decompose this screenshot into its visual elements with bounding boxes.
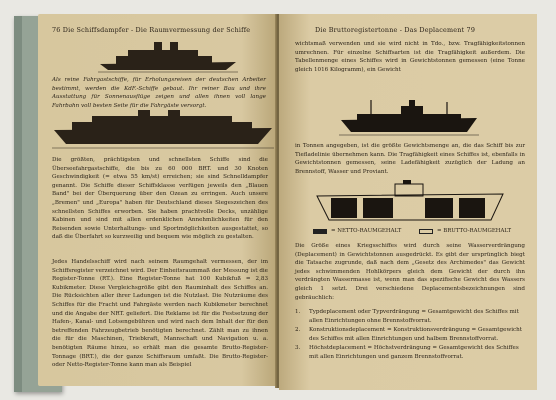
- net-volume-swatch: [313, 229, 327, 234]
- legend-gross: [419, 228, 511, 234]
- legend-gross-label: = BRUTTO-RAUMGEHALT: [437, 228, 512, 234]
- list-item: 1. Typdeplacement oder Typverdrängung = Gesamtgewicht des Schiffes mit allen Einrichtungen ohne Brennstoffvorrat.: [295, 309, 519, 324]
- list-item: 3. Höchstdeplacement = Höchstverdrängung = Gesamtgewicht des Schiffes mit allen Einrichtungen und ganzem Brennstoffvorrat.: [295, 345, 519, 360]
- left-paragraph-2: Jedes Handelsschiff wird nach seinem Raumgehalt vermessen, der im Schiffsregister verzeichnet wird. Der Einheitsraummaß der Messung ist die Register-Tonne (RT.). Eine Register-Tonne hat 100 Kubikfuß = 2,83 Kubikmeter. Diese Vergleichsgröße gibt den Rauminhalt des Schiffes an. Die Rücksichten aller ihrer Ladungen ist die Nutzlast. Die Nutzräume des Schiffes für die Fracht und Fahrgäste werden nach Kubikmeter berechnet und die Angabe der NRT. geliefert. Die Reklame ist für die Festsetzung der Hafen-, Kanal- und Lotsengebühren und wird nach dem Inhalt der für den betreffenden Fahrzeugbetrieb benötigten berechnet. Zählt man zu ihnen die für die Maschinen, Triebkraft, Mannschaft und Navigation u. a. benötigten Räume hinzu, so erhält man die gesamte Brutto-Register-Tonnage (BRT.), die der ganze Schiffsraum umfaßt. Die Brutto-Register- oder Netto-Register-Tonne kann man als Beispiel: [52, 259, 268, 369]
- left-caption-top: Als reine Fahrgastschiffe, für Erholungsreisen der deutschen Arbeiter bestimmt, werden die KdF.-Schiffe gebaut. Ihr reiner Bau und ihre Ausstattung für Sonnenausflüge zeigen und allen ihnen voll lange Fahrbahn voll besten Seite für die Fahrgäste versorgt.: [52, 77, 266, 109]
- right-paragraph-top: wichtsmaß verwenden und sie wird nicht in Tdo., bzw. Tragfähigkeitstonnen umrechnen. Für einzelne Schiffsarten ist die Tragfähigkeit außerdem. Die Tabellenmenge eines Schiffes wird in Gewichtstonnen gemessen (eine Tonne gleich 1016 Kilogramm), ein Gewicht: [295, 41, 525, 73]
- list-item: 2. Konstruktionsdeplacement = Konstruktionsverdrängung = Gesamtgewicht des Schiffes mit allen Einrichtungen und halbem Brennstoffvorrat.: [295, 327, 523, 342]
- ocean-liner-illustration: [52, 110, 274, 154]
- right-page: [279, 14, 537, 390]
- gross-volume-swatch: [419, 229, 433, 234]
- right-caption-mid: in Tonnen angegeben, ist die größte Gewichtsmenge an, die das Schiff bis zur Tiefladelinie übernehmen kann. Die Tragfähigkeit eines Schiffes ist, ebenfalls in Gewichtstonnen gemessen, seine Ladefähigkeit zuzüglich der Ladung an Brennstoff, Wasser und Proviant.: [295, 143, 525, 175]
- ship-cross-section-diagram: [315, 180, 505, 226]
- left-page: [38, 14, 277, 386]
- open-book: [8, 10, 544, 394]
- left-page-header: 76 Die Schiffsdampfer - Die Raumvermessung der Schiffe: [52, 26, 251, 34]
- legend-net-label: = NETTO-RAUMGEHALT: [331, 228, 402, 234]
- deplacement-list: [295, 308, 525, 363]
- right-paragraph-bottom: Die Größe eines Kriegsschiffes wird durch seine Wasserverdrängung (Deplacement) in Gewichtstonnen ausgedrückt. Es gibt der ursprünglich biegt die Tatsache zugrunde, daß nach dem „Gesetz des Archimedes" das Gewicht jedes schwimmenden Hohlkörpers gleich dem Gewicht der durch ihn verdrängten Wassermasse ist, wenn man das spezifische Gewicht des Wassers gleich 1 setzt. Drei verschiedene Deplacementsbezeichnungen sind gebräuchlich:: [295, 243, 525, 301]
- right-page-header: Die Bruttoregistertonne - Das Deplacement 79: [315, 26, 476, 34]
- passenger-ship-illustration: [98, 40, 238, 78]
- left-paragraph-1: Die größten, prächtigsten und schnellsten Schiffe sind die Überseefahrgastschiffe, die bis zu 60 000 BRT. und 30 Knoten Geschwindigkeit (= etwa 55 km/st) erreichen; sie sind Schnelldampfer genannt. Die Schiffe dieser Schiffsklasse verfügen jeweils den „Blauen Band" bei der Überquerung über den Ozean zu erringen. Auch unsere „Bremen" und „Europa" haben für Deutschland dieses Siegeszeichen des schnellsten Schiffes erworben. Sie haben prachtvolle Decks, unzählige Kabinen und sind mit allen erdenklichen Annehmlichkeiten für den Reisenden sowie Unterhaltungs- und Sportmöglichkeiten ausgestattet, so daß die Überfahrt so kurzweilig und bequem wie möglich zu gestalten.: [52, 157, 268, 241]
- freighter-silhouette: [339, 98, 479, 140]
- legend-net: [313, 228, 401, 234]
